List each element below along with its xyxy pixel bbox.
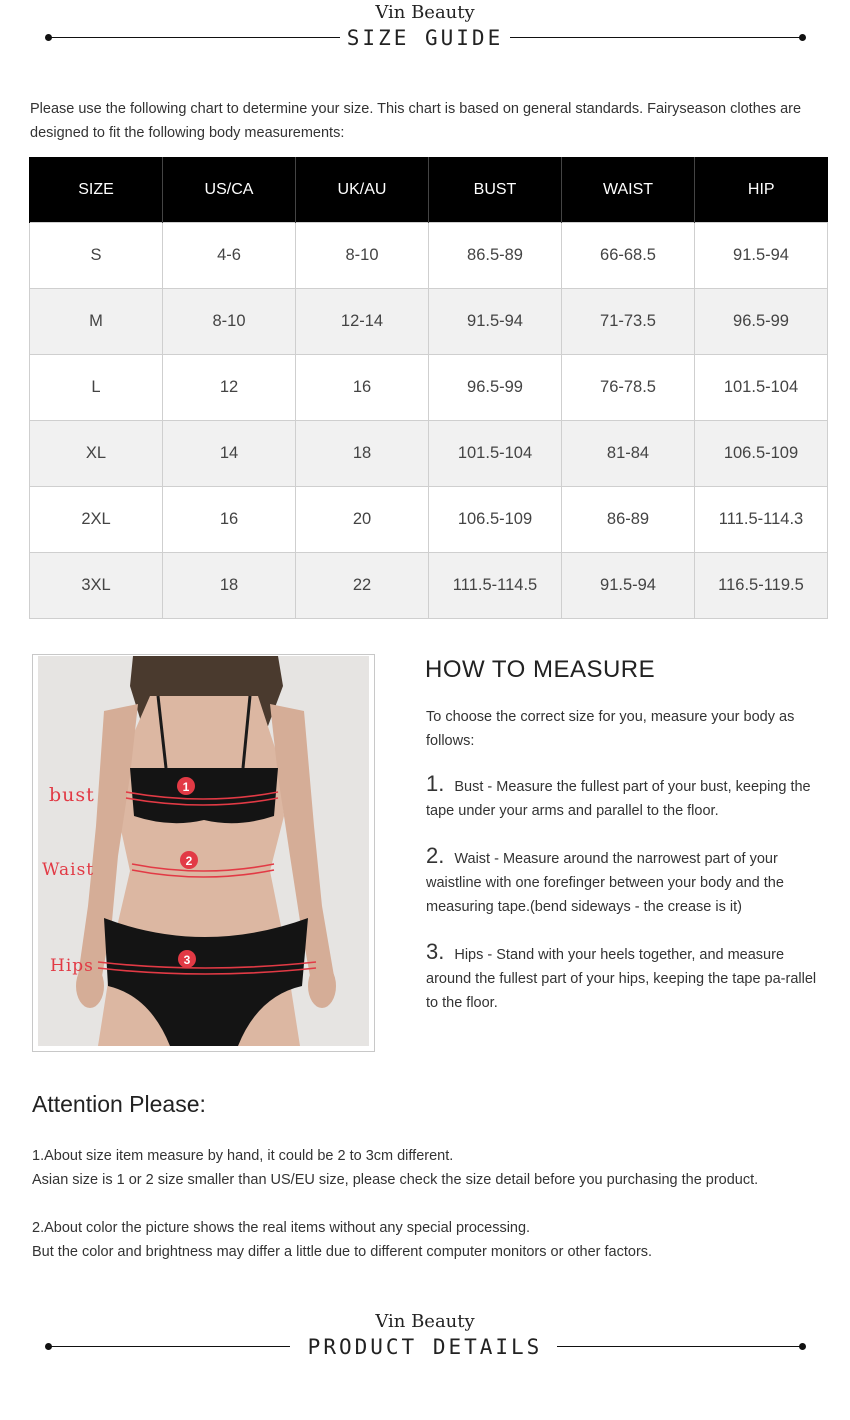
marker-2: 2 [185, 854, 193, 868]
divider-dot-right [799, 34, 806, 41]
hips-label: Hips [50, 956, 94, 976]
table-cell: 12-14 [296, 289, 429, 355]
column-header: BUST [429, 157, 562, 223]
brand-name: Vin Beauty [375, 1311, 475, 1332]
column-header: SIZE [30, 157, 163, 223]
table-cell: XL [30, 421, 163, 487]
column-header: US/CA [163, 157, 296, 223]
table-cell: 101.5-104 [695, 355, 828, 421]
intro-text: Please use the following chart to determine your size. This chart is based on general standards. Fairyseason clothes are designed to fit the following body measurements: [30, 101, 802, 141]
table-cell: 101.5-104 [429, 421, 562, 487]
body-figure-drawing [38, 656, 369, 1046]
how-to-measure-title: HOW TO MEASURE [425, 656, 656, 683]
table-cell: 91.5-94 [562, 553, 695, 619]
column-header: UK/AU [296, 157, 429, 223]
table-cell: 14 [163, 421, 296, 487]
step-text: Hips - Stand with your heels together, and measure around the fullest part of your hips, keeping the tape pa-rallel to the floor. [426, 947, 817, 1011]
table-row [30, 223, 828, 289]
product-details-title: PRODUCT DETAILS [307, 1335, 543, 1359]
table-cell: 106.5-109 [429, 487, 562, 553]
table-row [30, 355, 828, 421]
step-number: 2. [426, 843, 445, 868]
table-cell: 12 [163, 355, 296, 421]
table-cell: M [30, 289, 163, 355]
attention-line: 2.About color the picture shows the real items without any special processing. [32, 1220, 531, 1236]
table-row [30, 421, 828, 487]
table-cell: 16 [163, 487, 296, 553]
table-cell: 8-10 [163, 289, 296, 355]
attention-title: Attention Please: [32, 1091, 206, 1117]
table-cell: 91.5-94 [695, 223, 828, 289]
table-cell: 116.5-119.5 [695, 553, 828, 619]
divider-line-right [510, 37, 802, 38]
brand-name: Vin Beauty [375, 2, 475, 23]
table-header-row [30, 157, 828, 223]
table-cell: 2XL [30, 487, 163, 553]
column-header: HIP [695, 157, 828, 223]
measure-step-bust [426, 772, 826, 823]
table-cell: 111.5-114.3 [695, 487, 828, 553]
table-cell: 76-78.5 [562, 355, 695, 421]
table-cell: 86-89 [562, 487, 695, 553]
step-number: 3. [426, 939, 445, 964]
table-cell: 16 [296, 355, 429, 421]
table-row [30, 289, 828, 355]
measurement-illustration [32, 654, 375, 1052]
attention-line: Asian size is 1 or 2 size smaller than US/EU size, please check the size detail before you purchasing the product. [32, 1172, 759, 1188]
table-cell: 4-6 [163, 223, 296, 289]
table-cell: 3XL [30, 553, 163, 619]
table-cell: 96.5-99 [695, 289, 828, 355]
table-cell: L [30, 355, 163, 421]
divider-dot-right [799, 1343, 806, 1350]
attention-line: 1.About size item measure by hand, it could be 2 to 3cm different. [32, 1148, 454, 1164]
table-cell: 71-73.5 [562, 289, 695, 355]
divider-line-right [557, 1346, 802, 1347]
measure-step-hips [426, 940, 826, 1015]
step-text: Waist - Measure around the narrowest part of your waistline with one forefinger between your body and the measuring tape.(bend sideways - the crease is it) [426, 851, 784, 915]
table-cell: 66-68.5 [562, 223, 695, 289]
bust-label: bust [49, 784, 95, 806]
step-text: Bust - Measure the fullest part of your bust, keeping the tape under your arms and parallel to the floor. [426, 779, 811, 819]
attention-line: But the color and brightness may differ a little due to different computer monitors or other factors. [32, 1244, 653, 1260]
table-cell: 111.5-114.5 [429, 553, 562, 619]
step-number: 1. [426, 771, 445, 796]
table-row [30, 487, 828, 553]
table-cell: 8-10 [296, 223, 429, 289]
how-to-measure-intro: To choose the correct size for you, measure your body as follows: [426, 709, 795, 749]
table-cell: 91.5-94 [429, 289, 562, 355]
table-cell: 18 [296, 421, 429, 487]
marker-3: 3 [183, 953, 191, 967]
table-cell: 18 [163, 553, 296, 619]
measure-step-waist [426, 844, 826, 919]
table-cell: 22 [296, 553, 429, 619]
table-cell: 96.5-99 [429, 355, 562, 421]
table-cell: 86.5-89 [429, 223, 562, 289]
marker-1: 1 [182, 780, 190, 794]
waist-label: Waist [42, 860, 95, 880]
size-guide-title: SIZE GUIDE [346, 26, 504, 50]
table-cell: 20 [296, 487, 429, 553]
table-cell: 106.5-109 [695, 421, 828, 487]
table-cell: S [30, 223, 163, 289]
table-cell: 81-84 [562, 421, 695, 487]
table-row [30, 553, 828, 619]
size-table [29, 157, 828, 619]
column-header: WAIST [562, 157, 695, 223]
